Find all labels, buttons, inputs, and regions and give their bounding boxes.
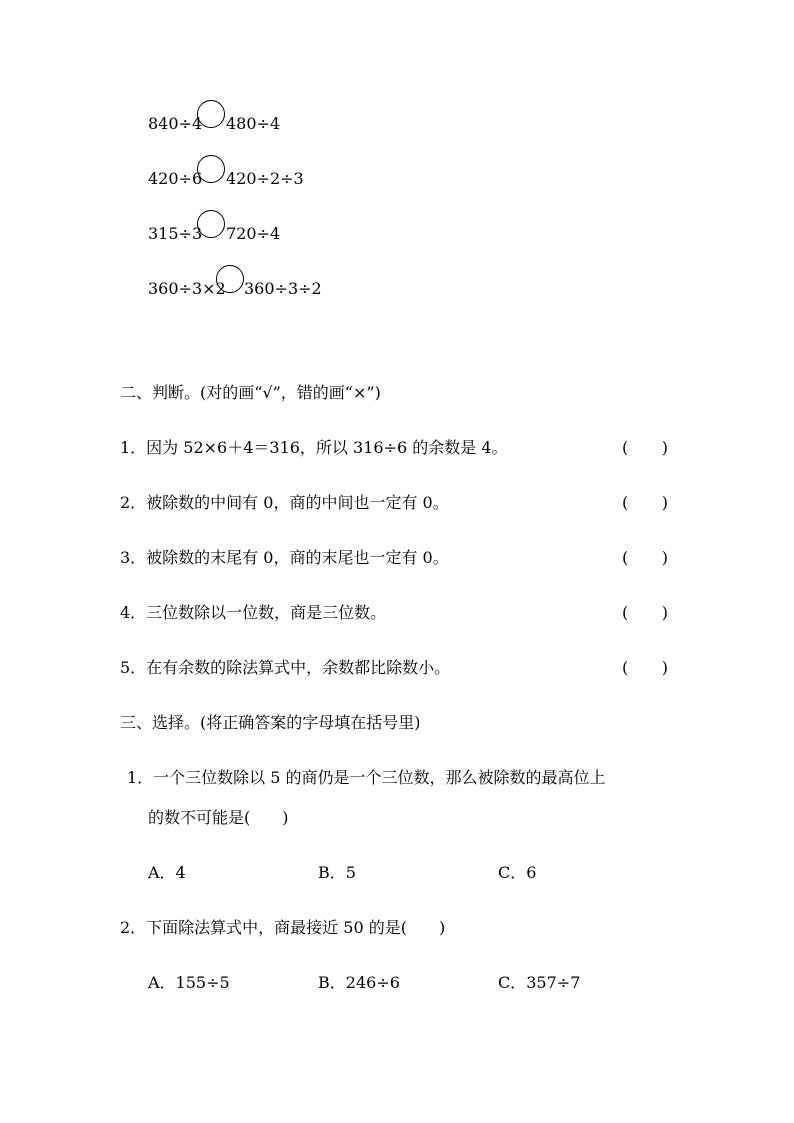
comparison-right: 480÷4 bbox=[226, 114, 281, 133]
comparison-right: 360÷3÷2 bbox=[244, 279, 322, 298]
answer-blank[interactable] bbox=[622, 603, 668, 623]
paren-close: ) bbox=[661, 548, 668, 567]
tf-question: 1．因为 52×6＋4＝316，所以 316÷6 的余数是 4。 bbox=[120, 438, 508, 457]
comparison-right: 420÷2÷3 bbox=[226, 169, 304, 188]
paren-close: ) bbox=[661, 493, 668, 512]
tf-question: 4．三位数除以一位数，商是三位数。 bbox=[120, 603, 387, 622]
mc-question-line: 2．下面除法算式中，商最接近 50 的是( ) bbox=[120, 918, 446, 937]
answer-blank[interactable] bbox=[622, 493, 668, 513]
tf-question: 2．被除数的中间有 0，商的中间也一定有 0。 bbox=[120, 493, 449, 512]
comparison-blank-circle[interactable] bbox=[216, 265, 244, 293]
answer-blank[interactable] bbox=[622, 438, 668, 458]
answer-blank[interactable] bbox=[622, 658, 668, 678]
comparison-right: 720÷4 bbox=[226, 224, 281, 243]
comparison-left: 420÷6 bbox=[148, 169, 203, 188]
option-b[interactable]: B．5 bbox=[318, 863, 356, 882]
answer-blank[interactable] bbox=[622, 548, 668, 568]
comparison-left: 840÷4 bbox=[148, 114, 203, 133]
paren-close: ) bbox=[661, 603, 668, 622]
tf-question: 5．在有余数的除法算式中，余数都比除数小。 bbox=[120, 658, 451, 677]
option-b[interactable]: B．246÷6 bbox=[318, 973, 400, 992]
option-a[interactable]: A．4 bbox=[148, 863, 186, 882]
option-c[interactable]: C．6 bbox=[498, 863, 537, 882]
comparison-left: 315÷3 bbox=[148, 224, 203, 243]
paren-open: ( bbox=[622, 548, 629, 567]
comparison-left: 360÷3×2 bbox=[148, 279, 226, 298]
paren-open: ( bbox=[622, 658, 629, 677]
paren-open: ( bbox=[622, 438, 629, 457]
section2-heading: 二、判断。(对的画“√”，错的画“×”) bbox=[120, 383, 381, 402]
option-c[interactable]: C．357÷7 bbox=[498, 973, 581, 992]
mc-question-line: 1．一个三位数除以 5 的商仍是一个三位数，那么被除数的最高位上 bbox=[127, 768, 606, 787]
paren-open: ( bbox=[622, 603, 629, 622]
comparison-blank-circle[interactable] bbox=[197, 155, 225, 183]
option-a[interactable]: A．155÷5 bbox=[148, 973, 230, 992]
comparison-blank-circle[interactable] bbox=[197, 210, 225, 238]
tf-question: 3．被除数的末尾有 0，商的末尾也一定有 0。 bbox=[120, 548, 449, 567]
section3-heading: 三、选择。(将正确答案的字母填在括号里) bbox=[120, 713, 421, 732]
paren-close: ) bbox=[661, 658, 668, 677]
paren-close: ) bbox=[661, 438, 668, 457]
comparison-blank-circle[interactable] bbox=[197, 100, 225, 128]
mc-question-line: 的数不可能是( ) bbox=[148, 808, 289, 827]
paren-open: ( bbox=[622, 493, 629, 512]
